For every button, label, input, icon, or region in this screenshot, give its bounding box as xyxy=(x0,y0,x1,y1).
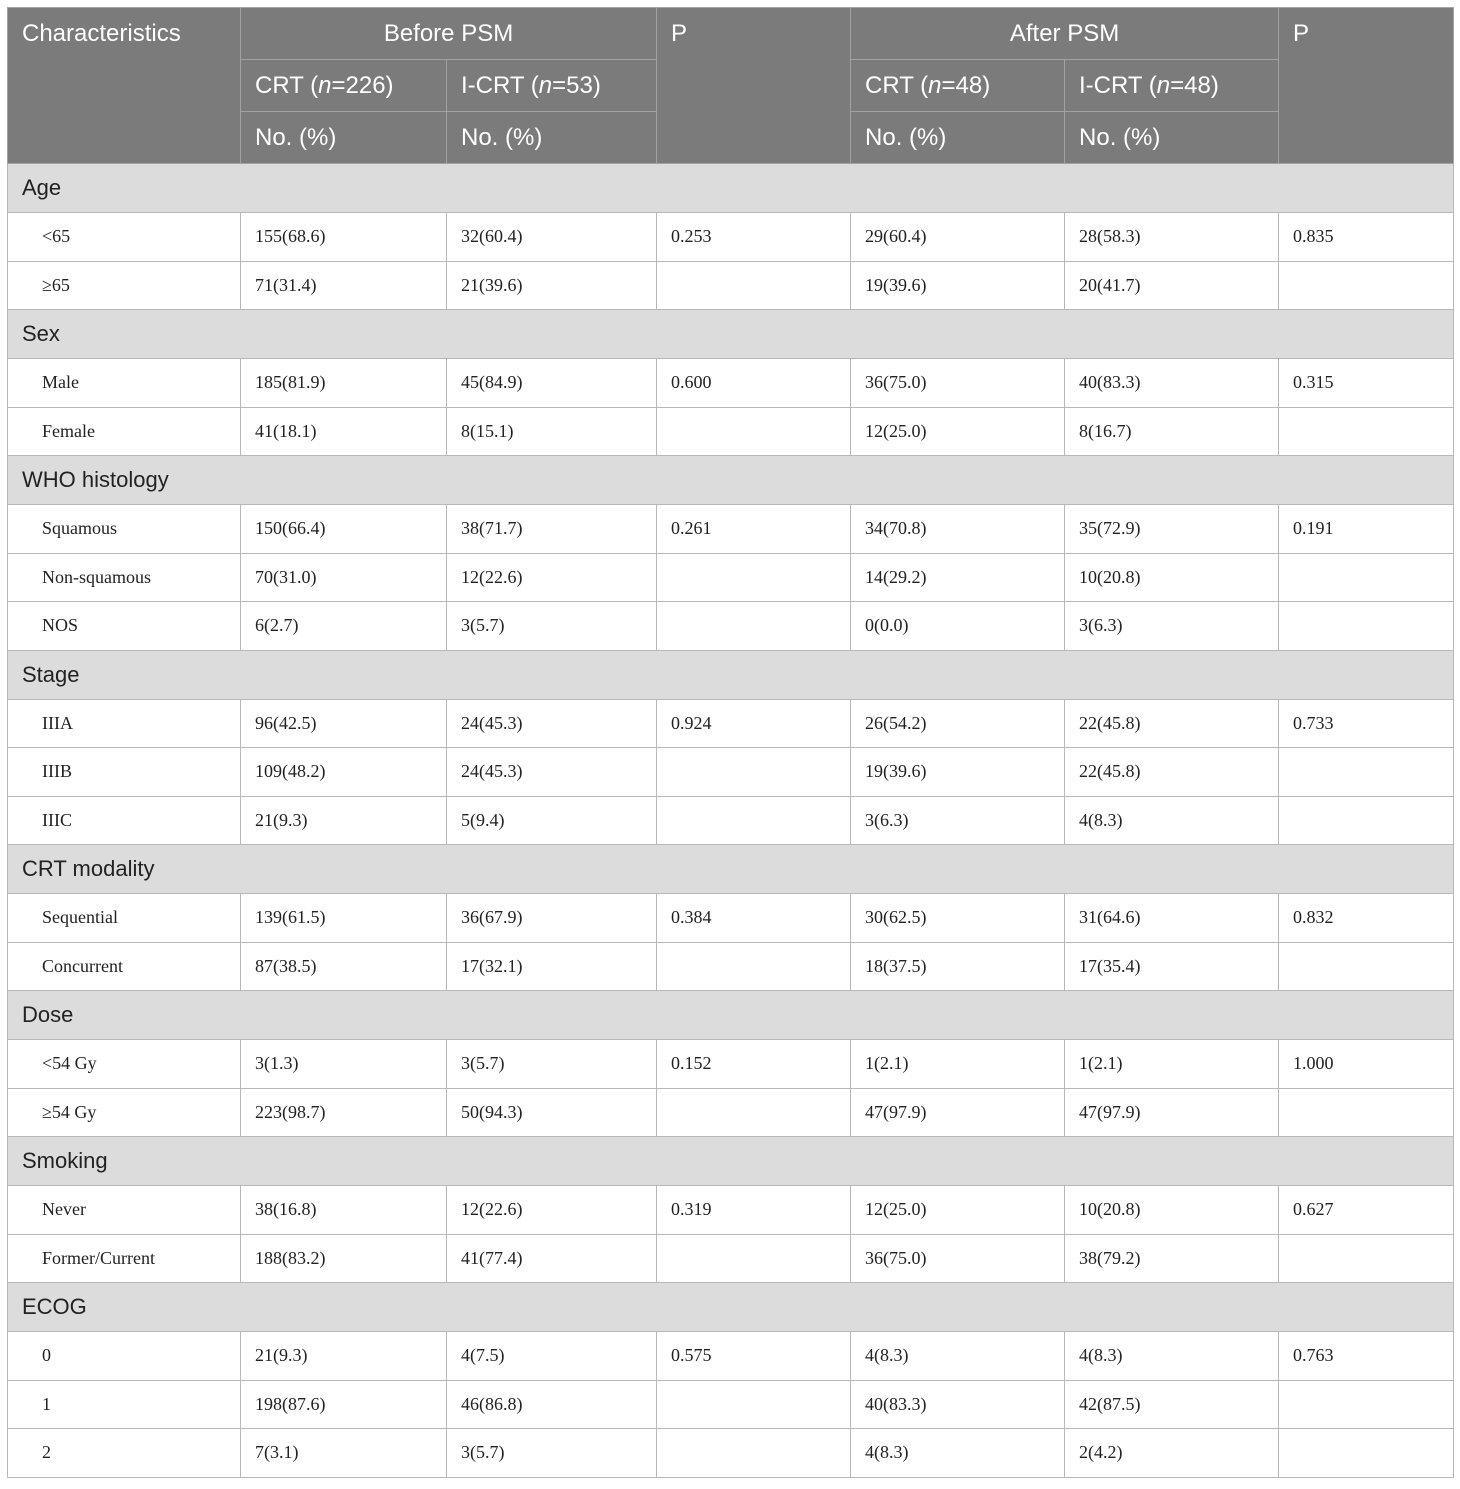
header-p-after: P xyxy=(1279,8,1454,164)
p-before-cell xyxy=(657,1088,851,1137)
p-before-cell: 0.261 xyxy=(657,505,851,554)
icrt-after-cell: 4(8.3) xyxy=(1065,796,1279,845)
group-row xyxy=(8,1137,1454,1186)
group-title: Sex xyxy=(8,310,1454,359)
row-label: ≥54 Gy xyxy=(8,1088,241,1137)
crt-before-cell: 38(16.8) xyxy=(241,1186,447,1235)
crt-before-cell: 6(2.7) xyxy=(241,602,447,651)
p-after-cell: 1.000 xyxy=(1279,1040,1454,1089)
p-after-cell: 0.315 xyxy=(1279,359,1454,408)
crt-after-cell: 4(8.3) xyxy=(851,1332,1065,1381)
crt-after-cell: 19(39.6) xyxy=(851,748,1065,797)
icrt-after-cell: 3(6.3) xyxy=(1065,602,1279,651)
table-row xyxy=(8,261,1454,310)
p-before-cell xyxy=(657,553,851,602)
crt-after-cell: 3(6.3) xyxy=(851,796,1065,845)
group-row xyxy=(8,991,1454,1040)
row-label: <65 xyxy=(8,213,241,262)
group-row xyxy=(8,456,1454,505)
p-after-cell xyxy=(1279,942,1454,991)
group-title: WHO histology xyxy=(8,456,1454,505)
row-label: ≥65 xyxy=(8,261,241,310)
p-before-cell: 0.319 xyxy=(657,1186,851,1235)
icrt-after-cell: 10(20.8) xyxy=(1065,553,1279,602)
icrt-after-cell: 22(45.8) xyxy=(1065,748,1279,797)
crt-before-cell: 198(87.6) xyxy=(241,1380,447,1429)
crt-after-cell: 12(25.0) xyxy=(851,407,1065,456)
p-after-cell: 0.832 xyxy=(1279,894,1454,943)
crt-after-cell: 0(0.0) xyxy=(851,602,1065,651)
table-row xyxy=(8,359,1454,408)
p-after-cell xyxy=(1279,796,1454,845)
table-row xyxy=(8,407,1454,456)
icrt-before-cell: 24(45.3) xyxy=(447,699,657,748)
crt-after-cell: 29(60.4) xyxy=(851,213,1065,262)
header-no-pct: No. (%) xyxy=(851,112,1065,164)
p-after-cell xyxy=(1279,407,1454,456)
group-title: Smoking xyxy=(8,1137,1454,1186)
icrt-after-cell: 22(45.8) xyxy=(1065,699,1279,748)
p-after-cell: 0.191 xyxy=(1279,505,1454,554)
p-after-cell: 0.627 xyxy=(1279,1186,1454,1235)
crt-after-cell: 34(70.8) xyxy=(851,505,1065,554)
crt-before-cell: 7(3.1) xyxy=(241,1429,447,1478)
icrt-after-cell: 28(58.3) xyxy=(1065,213,1279,262)
p-after-cell: 0.835 xyxy=(1279,213,1454,262)
p-after-cell: 0.763 xyxy=(1279,1332,1454,1381)
row-label: IIIC xyxy=(8,796,241,845)
crt-after-cell: 47(97.9) xyxy=(851,1088,1065,1137)
icrt-after-cell: 17(35.4) xyxy=(1065,942,1279,991)
crt-after-cell: 14(29.2) xyxy=(851,553,1065,602)
p-before-cell xyxy=(657,261,851,310)
icrt-before-cell: 36(67.9) xyxy=(447,894,657,943)
table-body xyxy=(8,164,1454,1478)
p-after-cell xyxy=(1279,1380,1454,1429)
crt-before-cell: 21(9.3) xyxy=(241,796,447,845)
crt-before-cell: 188(83.2) xyxy=(241,1234,447,1283)
group-row xyxy=(8,1283,1454,1332)
group-title: Dose xyxy=(8,991,1454,1040)
table-row xyxy=(8,796,1454,845)
table-row xyxy=(8,213,1454,262)
crt-after-cell: 30(62.5) xyxy=(851,894,1065,943)
crt-before-cell: 71(31.4) xyxy=(241,261,447,310)
p-after-cell xyxy=(1279,553,1454,602)
p-before-cell: 0.575 xyxy=(657,1332,851,1381)
icrt-before-cell: 5(9.4) xyxy=(447,796,657,845)
icrt-after-cell: 1(2.1) xyxy=(1065,1040,1279,1089)
icrt-after-cell: 10(20.8) xyxy=(1065,1186,1279,1235)
icrt-before-cell: 12(22.6) xyxy=(447,553,657,602)
icrt-before-cell: 24(45.3) xyxy=(447,748,657,797)
p-after-cell xyxy=(1279,1234,1454,1283)
crt-after-cell: 36(75.0) xyxy=(851,359,1065,408)
p-before-cell xyxy=(657,1380,851,1429)
header-no-pct: No. (%) xyxy=(447,112,657,164)
p-before-cell: 0.384 xyxy=(657,894,851,943)
p-before-cell xyxy=(657,407,851,456)
row-label: Concurrent xyxy=(8,942,241,991)
table-row xyxy=(8,699,1454,748)
crt-after-cell: 26(54.2) xyxy=(851,699,1065,748)
crt-after-cell: 1(2.1) xyxy=(851,1040,1065,1089)
row-label: Male xyxy=(8,359,241,408)
crt-before-cell: 41(18.1) xyxy=(241,407,447,456)
group-row xyxy=(8,310,1454,359)
row-label: Sequential xyxy=(8,894,241,943)
table-row xyxy=(8,553,1454,602)
crt-after-cell: 12(25.0) xyxy=(851,1186,1065,1235)
group-title: Stage xyxy=(8,650,1454,699)
group-row xyxy=(8,164,1454,213)
table-row xyxy=(8,748,1454,797)
icrt-after-cell: 47(97.9) xyxy=(1065,1088,1279,1137)
icrt-after-cell: 4(8.3) xyxy=(1065,1332,1279,1381)
icrt-before-cell: 17(32.1) xyxy=(447,942,657,991)
crt-before-cell: 185(81.9) xyxy=(241,359,447,408)
p-before-cell xyxy=(657,1234,851,1283)
crt-after-cell: 4(8.3) xyxy=(851,1429,1065,1478)
table-row xyxy=(8,1332,1454,1381)
icrt-before-cell: 4(7.5) xyxy=(447,1332,657,1381)
p-before-cell xyxy=(657,1429,851,1478)
header-characteristics: Characteristics xyxy=(8,8,241,164)
icrt-after-cell: 31(64.6) xyxy=(1065,894,1279,943)
p-before-cell: 0.152 xyxy=(657,1040,851,1089)
crt-before-cell: 150(66.4) xyxy=(241,505,447,554)
icrt-before-cell: 45(84.9) xyxy=(447,359,657,408)
table-row xyxy=(8,602,1454,651)
p-before-cell xyxy=(657,942,851,991)
p-after-cell xyxy=(1279,261,1454,310)
header-icrt-before: I-CRT (n=53) xyxy=(447,60,657,112)
header-before-psm: Before PSM xyxy=(241,8,657,60)
icrt-before-cell: 32(60.4) xyxy=(447,213,657,262)
icrt-after-cell: 40(83.3) xyxy=(1065,359,1279,408)
row-label: <54 Gy xyxy=(8,1040,241,1089)
row-label: Female xyxy=(8,407,241,456)
row-label: 0 xyxy=(8,1332,241,1381)
row-label: Former/Current xyxy=(8,1234,241,1283)
header-crt-before: CRT (n=226) xyxy=(241,60,447,112)
row-label: Non-squamous xyxy=(8,553,241,602)
icrt-after-cell: 35(72.9) xyxy=(1065,505,1279,554)
crt-after-cell: 19(39.6) xyxy=(851,261,1065,310)
icrt-before-cell: 12(22.6) xyxy=(447,1186,657,1235)
p-before-cell xyxy=(657,796,851,845)
crt-before-cell: 109(48.2) xyxy=(241,748,447,797)
row-label: 1 xyxy=(8,1380,241,1429)
icrt-after-cell: 38(79.2) xyxy=(1065,1234,1279,1283)
p-before-cell xyxy=(657,602,851,651)
crt-after-cell: 18(37.5) xyxy=(851,942,1065,991)
row-label: IIIA xyxy=(8,699,241,748)
header-icrt-after: I-CRT (n=48) xyxy=(1065,60,1279,112)
table-row xyxy=(8,1234,1454,1283)
p-before-cell: 0.253 xyxy=(657,213,851,262)
header-no-pct: No. (%) xyxy=(1065,112,1279,164)
crt-before-cell: 96(42.5) xyxy=(241,699,447,748)
row-label: IIIB xyxy=(8,748,241,797)
p-after-cell xyxy=(1279,1088,1454,1137)
crt-after-cell: 36(75.0) xyxy=(851,1234,1065,1283)
table-header xyxy=(8,8,1454,164)
table-row xyxy=(8,1380,1454,1429)
icrt-before-cell: 38(71.7) xyxy=(447,505,657,554)
crt-before-cell: 3(1.3) xyxy=(241,1040,447,1089)
table-row xyxy=(8,894,1454,943)
crt-before-cell: 223(98.7) xyxy=(241,1088,447,1137)
p-before-cell: 0.600 xyxy=(657,359,851,408)
icrt-before-cell: 46(86.8) xyxy=(447,1380,657,1429)
icrt-before-cell: 8(15.1) xyxy=(447,407,657,456)
table-row xyxy=(8,942,1454,991)
icrt-after-cell: 20(41.7) xyxy=(1065,261,1279,310)
row-label: Never xyxy=(8,1186,241,1235)
p-after-cell: 0.733 xyxy=(1279,699,1454,748)
row-label: Squamous xyxy=(8,505,241,554)
icrt-before-cell: 3(5.7) xyxy=(447,1040,657,1089)
icrt-before-cell: 50(94.3) xyxy=(447,1088,657,1137)
group-title: Age xyxy=(8,164,1454,213)
icrt-after-cell: 8(16.7) xyxy=(1065,407,1279,456)
header-no-pct: No. (%) xyxy=(241,112,447,164)
group-row xyxy=(8,650,1454,699)
table-row xyxy=(8,1186,1454,1235)
table-row xyxy=(8,505,1454,554)
p-after-cell xyxy=(1279,748,1454,797)
characteristics-table xyxy=(7,7,1454,1478)
icrt-after-cell: 42(87.5) xyxy=(1065,1380,1279,1429)
p-after-cell xyxy=(1279,1429,1454,1478)
header-after-psm: After PSM xyxy=(851,8,1279,60)
p-after-cell xyxy=(1279,602,1454,651)
header-p-before: P xyxy=(657,8,851,164)
icrt-before-cell: 21(39.6) xyxy=(447,261,657,310)
group-title: CRT modality xyxy=(8,845,1454,894)
row-label: NOS xyxy=(8,602,241,651)
table-row xyxy=(8,1040,1454,1089)
icrt-after-cell: 2(4.2) xyxy=(1065,1429,1279,1478)
crt-before-cell: 70(31.0) xyxy=(241,553,447,602)
p-before-cell xyxy=(657,748,851,797)
table-container xyxy=(7,7,1453,1478)
table-row xyxy=(8,1429,1454,1478)
header-crt-after: CRT (n=48) xyxy=(851,60,1065,112)
table-row xyxy=(8,1088,1454,1137)
p-before-cell: 0.924 xyxy=(657,699,851,748)
group-row xyxy=(8,845,1454,894)
crt-before-cell: 155(68.6) xyxy=(241,213,447,262)
row-label: 2 xyxy=(8,1429,241,1478)
crt-before-cell: 87(38.5) xyxy=(241,942,447,991)
group-title: ECOG xyxy=(8,1283,1454,1332)
crt-before-cell: 21(9.3) xyxy=(241,1332,447,1381)
icrt-before-cell: 3(5.7) xyxy=(447,602,657,651)
crt-after-cell: 40(83.3) xyxy=(851,1380,1065,1429)
icrt-before-cell: 41(77.4) xyxy=(447,1234,657,1283)
crt-before-cell: 139(61.5) xyxy=(241,894,447,943)
icrt-before-cell: 3(5.7) xyxy=(447,1429,657,1478)
